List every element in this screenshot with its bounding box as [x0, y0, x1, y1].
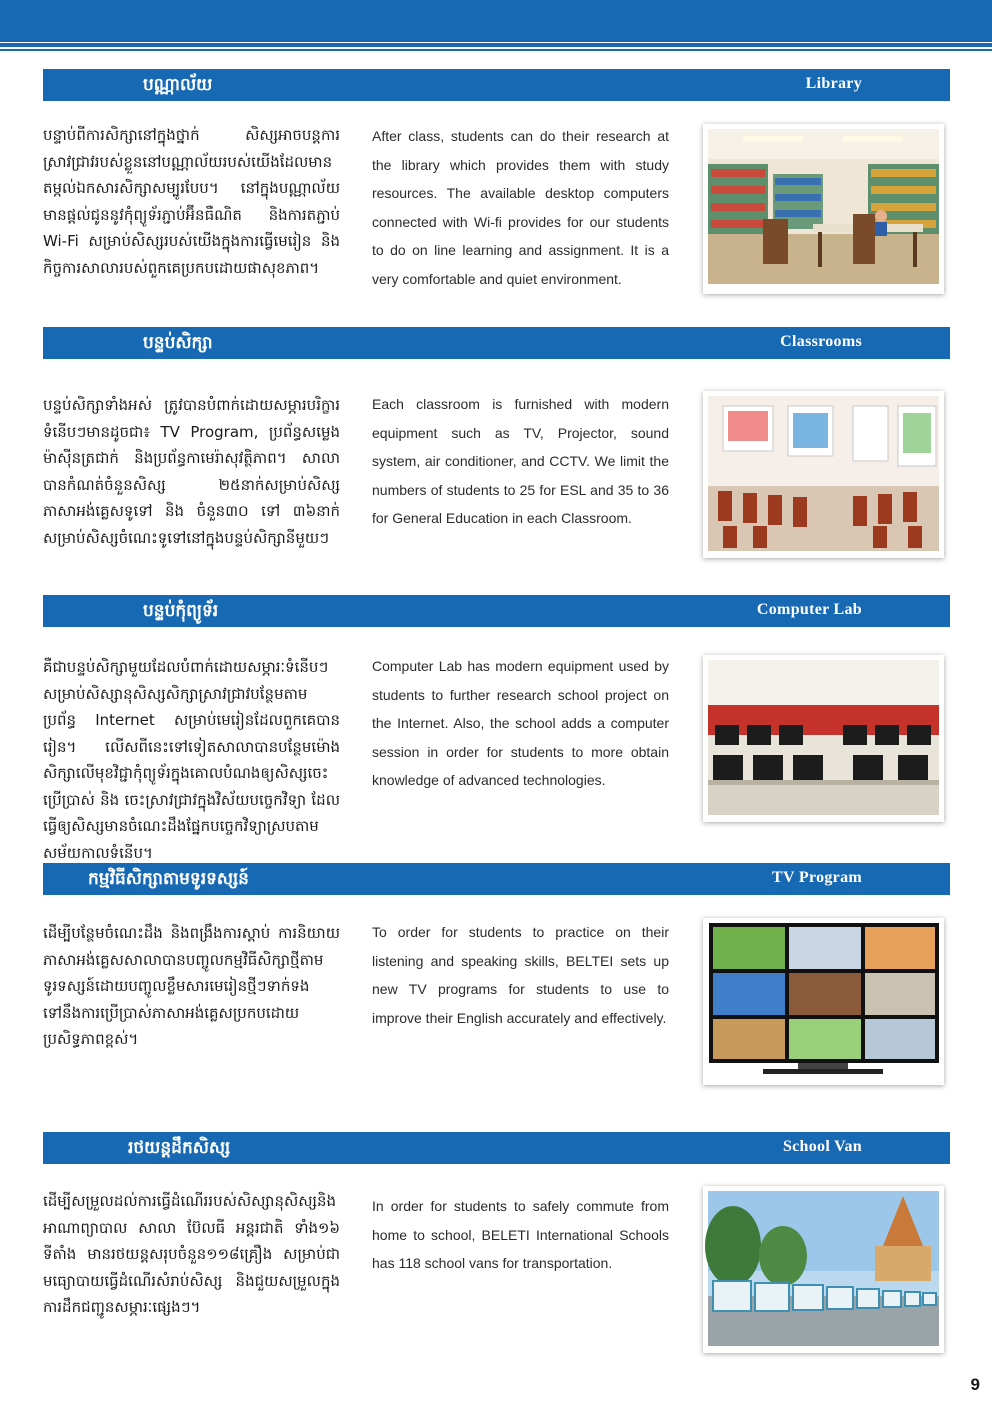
section-bar-school-van: [43, 1132, 950, 1164]
section-bar-computer-lab: [43, 595, 950, 627]
computer-lab-text-km: គឺជាបន្ទប់សិក្សាមួយដែលបំពាក់ដោយសម្ភារៈទំនើបៗ សម្រាប់សិស្សានុសិស្សសិក្សាស្រាវជ្រាវបន្ថែមតាមប្រព័ន្ធ Internet សម្រាប់មេរៀនដែលពួកគេបានរៀន។ លើសពីនេះទៅទៀតសាលាបានបន្ថែមម៉ោងសិក្សាលើមុខវិជ្ជាកុំព្យូទ័រក្នុងគោលបំណងឲ្យសិស្សចេះប្រើប្រាស់ និង ចេះស្រាវជ្រាវក្នុងវិស័យបច្ចេកវិទ្យា ដែលធ្វើឲ្យសិស្សមានចំណេះដឹងផ្នែកបច្ចេកវិទ្យាស្របតាមសម័យកាលទំនើប។: [43, 658, 340, 862]
tv-program-photo: [703, 918, 944, 1085]
classrooms-text-en: Each classroom is furnished with modern equipment such as TV, Projector, sound system, air conditioner, and CCTV. We limit the numbers of students to 25 for ESL and 35 to 36 for General Education in each Classroom.: [372, 396, 669, 526]
page-number: 9: [970, 1375, 980, 1394]
tv-program-text-en: To order for students to practice on their listening and speaking skills, BELTEI sets up new TV programs for students to use to improve their English accurately and effectively.: [372, 924, 669, 1026]
header-rule: [0, 43, 992, 47]
header-band: [0, 0, 992, 42]
section-title-km: កម្មវិធីសិក្សាតាមទូរទស្សន៍: [88, 869, 249, 889]
computer-lab-photo: [703, 655, 944, 822]
computer-lab-text-en: Computer Lab has modern equipment used by students to further research school project on the Internet. Also, the school adds a computer session in order for students to more obtain knowledge of advanced technologies.: [372, 658, 669, 788]
section-bar-library: [43, 69, 950, 101]
library-photo: [703, 124, 944, 294]
library-text-en: After class, students can do their research at the library which provides them with study resources. The available desktop computers connected with Wi-fi provides for our students to do on line learning and assignment. It is a very comfortable and quiet environment.: [372, 128, 669, 287]
school-van-text-en: In order for students to safely commute from home to school, BELETI International Schools has 118 school vans for transportation.: [372, 1198, 669, 1271]
section-title-km: បន្ទប់កុំព្យូទ័រ: [143, 601, 219, 621]
school-van-photo: [703, 1186, 944, 1353]
section-title-en: TV Program: [772, 869, 862, 886]
library-text-km: បន្ទាប់ពីការសិក្សានៅក្នុងថ្នាក់ សិស្សអាចបន្តការស្រាវជ្រាវរបស់ខ្លួននៅបណ្ណាល័យរបស់យើងដែលមានតម្កល់ឯកសារសិក្សាសម្បូរបែប។ នៅក្នុងបណ្ណាល័យមានផ្តល់ជូននូវកុំព្យូទ័រភ្ជាប់អ៊ីនធឺណិត និងការតភ្ជាប់ Wi-Fi សម្រាប់សិស្សរបស់យើងក្នុងការធ្វើមេរៀន និងកិច្ចការសាលារបស់ពួកគេប្រកបដោយផាសុខភាព។: [43, 126, 340, 277]
section-title-en: School Van: [782, 1138, 862, 1155]
section-bar-tv-program: [43, 863, 950, 895]
section-title-km: បន្ទប់សិក្សា: [143, 333, 213, 353]
section-title-km: រថយន្តដឹកសិស្ស: [128, 1138, 231, 1158]
section-title-en: Computer Lab: [756, 601, 862, 618]
classrooms-text-km: បន្ទប់សិក្សាទាំងអស់ ត្រូវបានបំពាក់ដោយសម្ភារបរិក្ខារទំនើបៗមានដូចជា៖ TV Program, ប្រព័ន្ធសម្លេង ម៉ាស៊ីនត្រជាក់ និងប្រព័ន្ធកាមេរ៉ាសុវត្ថិភាព។ សាលាបានកំណត់ចំនួនសិស្ស ២៥នាក់សម្រាប់សិស្សភាសាអង់គ្លេសទូទៅ និង ចំនួន៣០ ទៅ ៣៦នាក់សម្រាប់សិស្សចំណេះទូទៅនៅក្នុងបន្ទប់សិក្សានីមួយៗ: [43, 396, 340, 547]
tv-program-text-km: ដើម្បីបន្ថែមចំណេះដឹង និងពង្រឹងការស្តាប់ ការនិយាយភាសាអង់គ្លេសសាលាបានបញ្ចូលកម្មវិធីសិក្សាថ្មីតាមទូរទស្សន៍ដោយបញ្ចូលខ្លឹមសារមេរៀនថ្មីៗទាក់ទងទៅនឹងការប្រើប្រាស់ភាសាអង់គ្លេសប្រកបដោយប្រសិទ្ធភាពខ្ពស់។: [43, 924, 340, 1048]
classroom-photo: [703, 391, 944, 558]
section-title-km: បណ្ណាល័យ: [143, 75, 213, 95]
school-van-text-km: ដើម្បីសម្រួលដល់ការធ្វើដំណើររបស់សិស្សានុសិស្សនិងអាណាព្យាបាល សាលា ប៊ែលធី អន្តរជាតិ ទាំង១៦ ទីតាំង មានរថយន្តសរុបចំនួន១១៨គ្រឿង សម្រាប់ជាមធ្យោបាយធ្វើដំណើរសំរាប់សិស្ស និងជួយសម្រួលក្នុងការដឹកជញ្ជូនសម្ភារៈផ្សេងៗ។: [43, 1192, 340, 1316]
section-title-en: Classrooms: [780, 333, 862, 350]
section-title-en: Library: [805, 75, 862, 92]
header-rule-thin: [0, 49, 992, 51]
section-bar-classrooms: [43, 327, 950, 359]
